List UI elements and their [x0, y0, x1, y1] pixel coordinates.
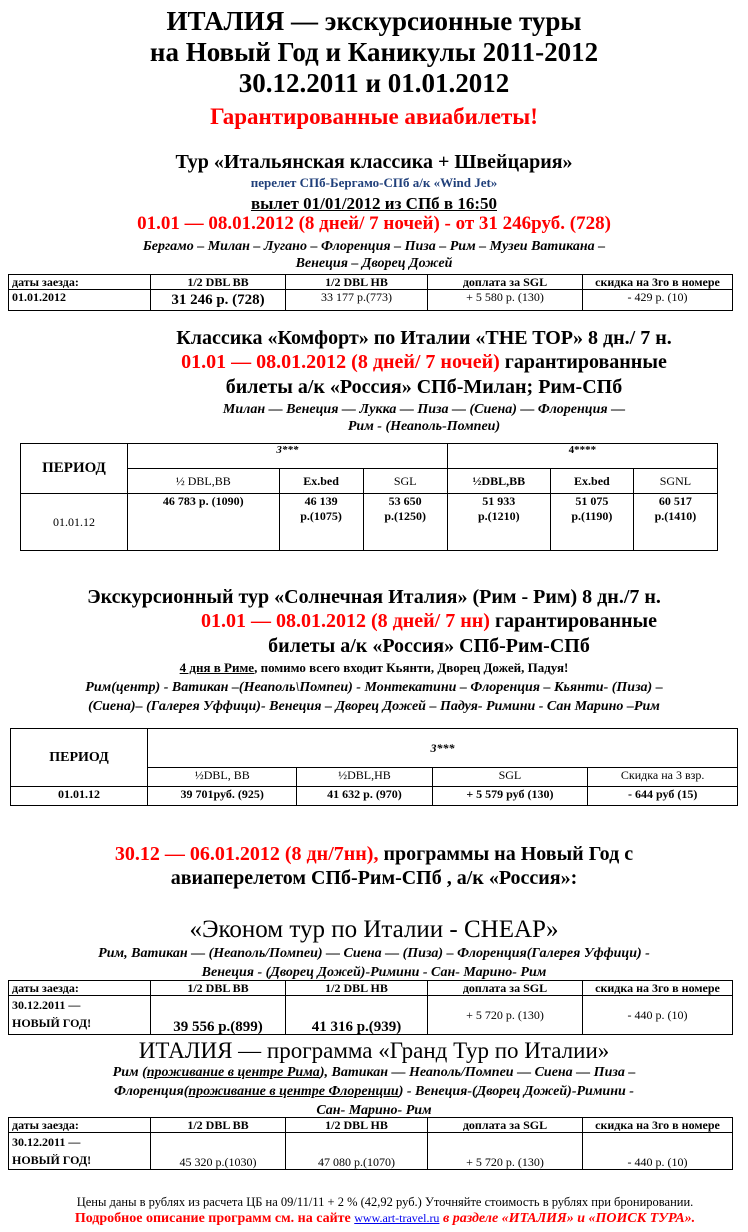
details-suffix: в разделе «ИТАЛИЯ» и «ПОИСК ТУРА».: [439, 1211, 696, 1226]
header-cell: 1/2 DBL BB: [151, 981, 286, 996]
subheader-cell: ½ DBL,BB: [128, 469, 280, 494]
header-cell: даты заезда:: [9, 1118, 151, 1133]
tour4-route-line-2: Венеция - (Дворец Дожей)-Римини - Сан- Марино- Рим: [201, 965, 547, 980]
header-cell: даты заезда:: [9, 981, 151, 996]
table-header-row: [9, 275, 733, 290]
site-link[interactable]: www.art-travel.ru: [354, 1211, 440, 1225]
tour5-route-line-2: [0, 1082, 748, 1101]
price-value: 51 933: [482, 494, 516, 508]
date-cell: [9, 1133, 151, 1170]
table-header-row: [9, 981, 733, 996]
price-cell: 39 701руб. (925): [148, 787, 297, 806]
header-cell: доплата за SGL: [428, 981, 583, 996]
tour2-dates: 01.01 — 08.01.2012 (8 дней/ 7 ночей): [181, 351, 500, 373]
price-cell: - 429 р. (10): [583, 290, 733, 311]
table-header-row: [21, 444, 718, 469]
tour1-departure: вылет 01/01/2012 из СПб в 16:50: [250, 194, 498, 213]
price-cell: + 5 580 р. (130): [428, 290, 583, 311]
tour2-guaranteed: гарантированные: [499, 351, 667, 373]
date-line-1: 30.12.2011 —: [12, 1135, 81, 1149]
group-header-3star: 3***: [128, 444, 448, 469]
tour3-highlight-rest: , помимо всего входит Кьянти, Дворец Дожей, Падуя!: [254, 660, 569, 675]
price-value: 46 139: [304, 494, 338, 508]
header-cell: скидка на 3го в номере: [583, 1118, 733, 1133]
tour3-route-line-2: (Сиена)– (Галерея Уффици)- Венеция – Дворец Дожей – Падуя- Римини - Сан Марино –Рим: [88, 699, 660, 714]
group-header-4star: 4****: [447, 444, 717, 469]
subheader-cell: Ex.bed: [550, 469, 633, 494]
subheader-cell: SGL: [432, 768, 588, 787]
route-text: ) - Венеция-(Дворец Дожей)-Римини -: [398, 1084, 634, 1099]
price-cell: 31 246 р. (728): [151, 290, 286, 311]
price-cell: - 440 р. (10): [583, 1133, 733, 1170]
tour1-route-line-1: Бергамо – Милан – Лугано – Флоренция – Пиза – Рим – Музеи Ватикана –: [142, 239, 606, 254]
newyear-text: программы на Новый Год с: [378, 843, 634, 865]
subheader-cell: ½DBL,BB: [447, 469, 550, 494]
tour5-route: [0, 1063, 748, 1120]
title-line-2: на Новый Год и Каникулы 2011-2012: [149, 37, 599, 67]
table-row: [9, 290, 733, 311]
table-row: [11, 787, 738, 806]
table-row: [9, 996, 733, 1035]
price-value: 51 075: [575, 494, 609, 508]
tour3-highlight-underlined: 4 дня в Риме: [179, 660, 255, 675]
tour2-dates-line: [0, 351, 748, 374]
price-cell: [363, 494, 447, 551]
subheader-cell: Ex.bed: [279, 469, 363, 494]
tour3-title: Экскурсионный тур «Солнечная Италия» (Рим - Рим) 8 дн./7 н.: [87, 586, 661, 608]
footer-note: Цены даны в рублях из расчета ЦБ на 09/11/11 + 2 % (42,92 руб.) Уточняйте стоимость в рублях при бронировании.: [76, 1195, 694, 1209]
tour4-title: «Эконом тур по Италии - CHEAP»: [189, 916, 559, 943]
price-cell: [279, 494, 363, 551]
price-cell: [550, 494, 633, 551]
tour3-dates: 01.01 — 08.01.2012 (8 дней/ 7 нн): [200, 610, 490, 632]
title-line-1: ИТАЛИЯ — экскурсионные туры: [166, 6, 582, 36]
newyear-line-1: [0, 843, 748, 866]
price-cell: [447, 494, 550, 551]
date-line-2: НОВЫЙ ГОД!: [12, 1016, 92, 1030]
tour2-price-table: [20, 443, 718, 551]
date-line-1: 30.12.2011 —: [12, 998, 81, 1012]
header-cell: 1/2 DBL BB: [151, 275, 286, 290]
header-cell: скидка на 3го в номере: [583, 981, 733, 996]
tour3-highlight: [0, 660, 748, 676]
price-usd: р.(1250): [384, 509, 427, 523]
header-cell: 1/2 DBL HB: [286, 981, 428, 996]
tour3-price-table: [10, 728, 738, 806]
price-cell: 39 556 р.(899): [151, 996, 286, 1035]
price-usd: р.(1410): [654, 509, 697, 523]
table-row: [9, 1133, 733, 1170]
price-value: 60 517: [658, 494, 692, 508]
tour1-price-table: [8, 274, 733, 311]
tour3-tickets: билеты а/к «Россия» СПб-Рим-СПб: [268, 635, 590, 657]
period-header: ПЕРИОД: [11, 729, 148, 787]
price-value: 46 783 р. (1090): [162, 494, 244, 508]
header-cell: 1/2 DBL HB: [286, 1118, 428, 1133]
price-cell: 45 320 р.(1030): [151, 1133, 286, 1170]
date-line-2: НОВЫЙ ГОД!: [12, 1153, 92, 1167]
header-cell: даты заезда:: [9, 275, 151, 290]
price-usd: р.(1190): [571, 509, 613, 523]
tour1-title: Тур «Итальянская классика + Швейцария»: [175, 151, 573, 173]
tour3-route-line-1: Рим(центр) - Ватикан –(Неаполь\Помпеи) - Монтекатини – Флоренция – Кьянти- (Пиза) –: [85, 680, 663, 695]
period-header: ПЕРИОД: [21, 444, 128, 494]
tour4-price-table: [8, 980, 733, 1035]
price-usd: р.(1075): [300, 509, 342, 523]
page-title: [0, 6, 748, 99]
period-cell: 01.01.12: [11, 787, 148, 806]
price-cell: 47 080 р.(1070): [286, 1133, 428, 1170]
tour2-tickets: билеты а/к «Россия» СПб-Милан; Рим-СПб: [225, 376, 623, 398]
group-header-3star: 3***: [148, 729, 738, 768]
subheader-cell: ½DBL, BB: [148, 768, 297, 787]
tour2-route-line-1: Милан — Венеция — Лукка — Пиза — (Сиена) — Флоренция —: [222, 402, 626, 417]
price-cell: + 5 579 руб (130): [432, 787, 588, 806]
header-cell: 1/2 DBL BB: [151, 1118, 286, 1133]
tour5-route-line-1: [0, 1063, 748, 1082]
tour1-flight: перелет СПб-Бергамо-СПб а/к «Wind Jet»: [250, 175, 498, 190]
price-cell: 41 632 р. (970): [297, 787, 432, 806]
tour4-route-line-1: Рим, Ватикан — (Неаполь/Помпеи) — Сиена — (Пиза) – Флоренция(Галерея Уффици) -: [98, 946, 650, 961]
header-cell: доплата за SGL: [428, 275, 583, 290]
subheader-cell: Скидка на 3 взр.: [588, 768, 738, 787]
price-usd: р.(1210): [477, 509, 520, 523]
price-cell: 33 177 р.(773): [286, 290, 428, 311]
details-prefix: Подробное описание программ см. на сайте: [74, 1211, 355, 1226]
tour2-title: Классика «Комфорт» по Италии «THE TOP» 8 дн./ 7 н.: [176, 327, 672, 349]
header-cell: 1/2 DBL HB: [286, 275, 428, 290]
price-cell: - 440 р. (10): [583, 996, 733, 1035]
tour3-route: [0, 678, 748, 716]
price-cell: - 644 руб (15): [588, 787, 738, 806]
tour3-guaranteed: гарантированные: [489, 610, 657, 632]
route-text: Флоренция(: [114, 1084, 189, 1099]
route-text: Рим (: [112, 1065, 147, 1080]
period-cell: 01.01.12: [21, 494, 128, 551]
newyear-dates: 30.12 — 06.01.2012 (8 дн/7нн),: [114, 843, 379, 865]
subheader-cell: SGNL: [633, 469, 717, 494]
header-cell: скидка на 3го в номере: [583, 275, 733, 290]
price-value: 53 650: [388, 494, 422, 508]
route-text: ), Ватикан — Неаполь/Помпеи — Сиена — Пиза –: [319, 1065, 636, 1080]
price-cell: + 5 720 р. (130): [428, 996, 583, 1035]
tour2-route-line-2: Рим - (Неаполь-Помпеи): [347, 419, 501, 434]
tour3-dates-line: [0, 610, 748, 633]
header-cell: доплата за SGL: [428, 1118, 583, 1133]
title-line-3: 30.12.2011 и 01.01.2012: [238, 68, 510, 98]
tour1-route-line-2: Венеция – Дворец Дожей: [295, 256, 453, 271]
price-cell: [633, 494, 717, 551]
price-cell: 41 316 р.(939): [286, 996, 428, 1035]
newyear-line-2: авиаперелетом СПб-Рим-СПб , а/к «Россия»:: [170, 867, 578, 889]
tour1-dates-price: 01.01 — 08.01.2012 (8 дней/ 7 ночей) - от 31 246руб. (728): [137, 213, 611, 234]
table-row: [21, 494, 718, 551]
subheader-cell: SGL: [363, 469, 447, 494]
guaranteed-banner: Гарантированные авиабилеты!: [210, 104, 538, 129]
table-header-row: [9, 1118, 733, 1133]
tour4-route: [0, 944, 748, 982]
tour5-route-line-3: Сан- Марино- Рим: [316, 1103, 432, 1118]
tour5-price-table: [8, 1117, 733, 1170]
price-cell: [128, 494, 280, 551]
route-underlined: проживание в центре Флоренции: [188, 1084, 399, 1099]
tour5-title: ИТАЛИЯ — программа «Гранд Тур по Италии»: [138, 1038, 610, 1063]
tour1-route: [0, 238, 748, 272]
footer-details: [0, 1211, 748, 1227]
tour2-route: [0, 401, 748, 435]
route-underlined: проживание в центре Рима: [146, 1065, 320, 1080]
subheader-cell: ½DBL,HB: [297, 768, 432, 787]
table-header-row: [11, 729, 738, 768]
date-cell: [9, 996, 151, 1035]
price-cell: + 5 720 р. (130): [428, 1133, 583, 1170]
date-cell: 01.01.2012: [9, 290, 151, 311]
